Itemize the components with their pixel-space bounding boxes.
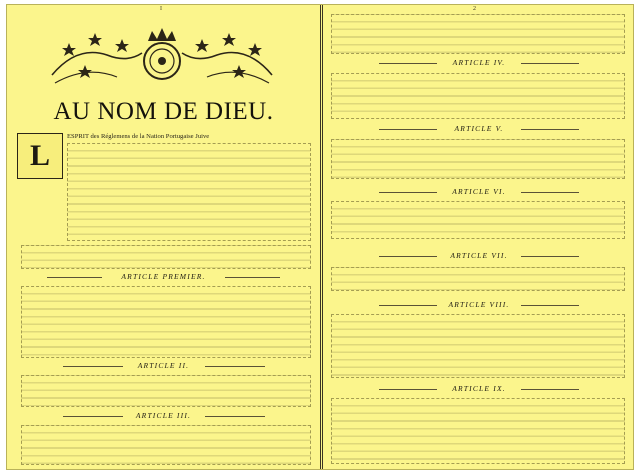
opening-words: ESPRIT des Réglemens de la Nation Portugaise Juive — [67, 133, 210, 140]
illegible-text-placeholder — [331, 201, 625, 239]
page-number-left: I — [160, 6, 162, 12]
article-8-body — [331, 314, 625, 378]
illegible-text-placeholder — [67, 143, 311, 241]
article-7-body — [331, 267, 625, 291]
article-1-title: ARTICLE PREMIER. — [121, 272, 206, 281]
illegible-text-placeholder — [331, 398, 625, 464]
article-5-title: ARTICLE V. — [454, 124, 504, 133]
title-rule — [521, 305, 579, 306]
title-rule — [521, 389, 579, 390]
continuation-block — [331, 14, 625, 54]
article-4-title: ARTICLE IV. — [452, 58, 506, 67]
drop-cap-letter: L — [29, 139, 50, 172]
illegible-text-placeholder — [21, 286, 311, 358]
title-rule — [205, 366, 265, 367]
opening-line — [67, 133, 311, 142]
crown-and-star-garland-ornament-icon — [47, 25, 277, 95]
article-9-title: ARTICLE IX. — [452, 384, 506, 393]
title-rule — [225, 277, 280, 278]
title-rule — [205, 416, 265, 417]
article-3-body — [21, 425, 311, 465]
title-rule — [521, 129, 579, 130]
illegible-text-placeholder — [21, 425, 311, 465]
title-rule — [521, 192, 579, 193]
title-rule — [521, 63, 579, 64]
article-1-body — [21, 286, 311, 358]
illegible-text-placeholder — [331, 314, 625, 378]
article-3-title: ARTICLE III. — [135, 411, 192, 420]
document-page — [6, 4, 634, 470]
preamble-block — [67, 143, 311, 241]
page-title: AU NOM DE DIEU. — [53, 98, 274, 125]
article-8-title: ARTICLE VIII. — [448, 300, 510, 309]
article-2-title: ARTICLE II. — [137, 361, 190, 370]
illegible-text-placeholder — [21, 375, 311, 407]
illegible-text-placeholder — [21, 245, 311, 269]
article-9-body — [331, 398, 625, 464]
article-6-body — [331, 201, 625, 239]
article-4-body — [331, 73, 625, 119]
illegible-text-placeholder — [331, 267, 625, 291]
preamble-dates-block — [21, 245, 311, 269]
article-6-title: ARTICLE VI. — [452, 187, 506, 196]
framed-initial-icon — [17, 133, 63, 179]
article-2-body — [21, 375, 311, 407]
illegible-text-placeholder — [331, 14, 625, 54]
title-rule — [521, 256, 579, 257]
article-7-title: ARTICLE VII. — [450, 251, 508, 260]
article-5-body — [331, 139, 625, 179]
illegible-text-placeholder — [331, 139, 625, 179]
illegible-text-placeholder — [331, 73, 625, 119]
page-number-right: 2 — [473, 6, 476, 12]
